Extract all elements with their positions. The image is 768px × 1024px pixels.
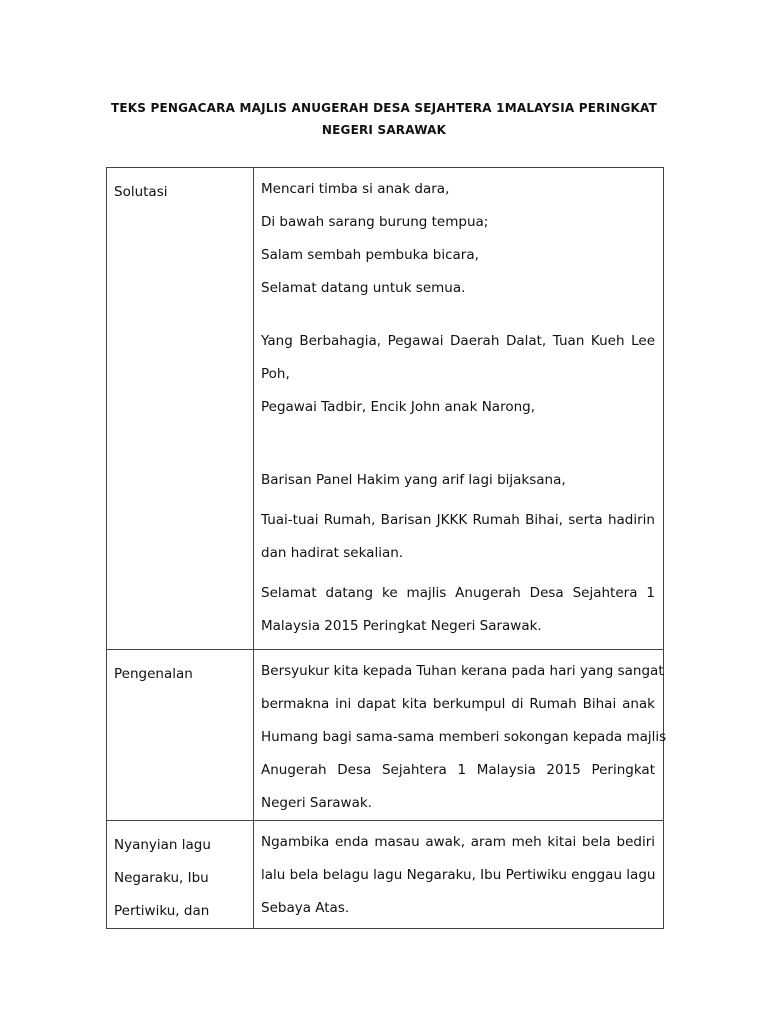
table-row-pengenalan bbox=[107, 650, 664, 821]
pantun-line: Mencari timba si anak dara, bbox=[261, 181, 450, 197]
row-label-solutasi: Solutasi bbox=[107, 168, 254, 650]
salutation-tuai-line: dan hadirat sekalian. bbox=[261, 545, 404, 561]
salutation-tuai-line: Tuai-tuai Rumah, Barisan JKKK Rumah Bihai, serta hadirin bbox=[261, 512, 655, 528]
intro-line: Negeri Sarawak. bbox=[261, 795, 372, 811]
pantun-line: Salam sembah pembuka bicara, bbox=[261, 247, 479, 263]
intro-line: Bersyukur kita kepada Tuhan kerana pada hari yang sangat bbox=[261, 663, 664, 679]
table-row-nyanyian bbox=[107, 821, 664, 929]
label-line: Negaraku, Ibu bbox=[114, 870, 209, 886]
salutation-pegawai: Pegawai Tadbir, Encik John anak Narong, bbox=[261, 399, 535, 415]
intro-line: Anugerah Desa Sejahtera 1 Malaysia 2015 Peringkat bbox=[261, 762, 655, 778]
intro-line: bermakna ini dapat kita berkumpul di Rumah Bihai anak bbox=[261, 696, 655, 712]
row-label-nyanyian bbox=[107, 821, 254, 929]
row-content-pengenalan bbox=[254, 650, 667, 821]
table-row-solutasi bbox=[107, 168, 664, 650]
anthem-line: Sebaya Atas. bbox=[261, 900, 350, 916]
anthem-line: Ngambika enda masau awak, aram meh kitai bela bediri bbox=[261, 834, 655, 850]
pantun-line: Selamat datang untuk semua. bbox=[261, 280, 466, 296]
row-content-nyanyian bbox=[254, 821, 664, 929]
row-label-pengenalan: Pengenalan bbox=[107, 650, 254, 821]
pantun-block bbox=[261, 173, 655, 305]
salutation-panel: Barisan Panel Hakim yang arif lagi bijaksana, bbox=[261, 472, 566, 488]
anthem-line: lalu bela belagu lagu Negaraku, Ibu Pertiwiku enggau lagu bbox=[261, 867, 656, 883]
welcome-line: Selamat datang ke majlis Anugerah Desa Sejahtera 1 bbox=[261, 585, 655, 601]
title-line-2: NEGERI SARAWAK bbox=[321, 123, 447, 137]
intro-line: Humang bagi sama-sama memberi sokongan kepada majlis bbox=[261, 729, 667, 745]
document-title bbox=[0, 97, 768, 141]
label-line: Nyanyian lagu bbox=[114, 837, 211, 853]
script-table bbox=[106, 167, 667, 929]
title-line-1: TEKS PENGACARA MAJLIS ANUGERAH DESA SEJAHTERA 1MALAYSIA PERINGKAT bbox=[110, 101, 657, 115]
salutation-yb-line: Yang Berbahagia, Pegawai Daerah Dalat, Tuan Kueh Lee bbox=[261, 333, 655, 349]
welcome-statement bbox=[261, 577, 655, 643]
pantun-line: Di bawah sarang burung tempua; bbox=[261, 214, 489, 230]
salutation-tuai bbox=[261, 504, 655, 570]
label-line: Pertiwiku, dan bbox=[114, 903, 210, 919]
row-content-solutasi bbox=[254, 168, 664, 650]
salutation-yb-line: Poh, bbox=[261, 366, 290, 382]
salutation-yb bbox=[261, 325, 655, 391]
welcome-line: Malaysia 2015 Peringkat Negeri Sarawak. bbox=[261, 618, 542, 634]
